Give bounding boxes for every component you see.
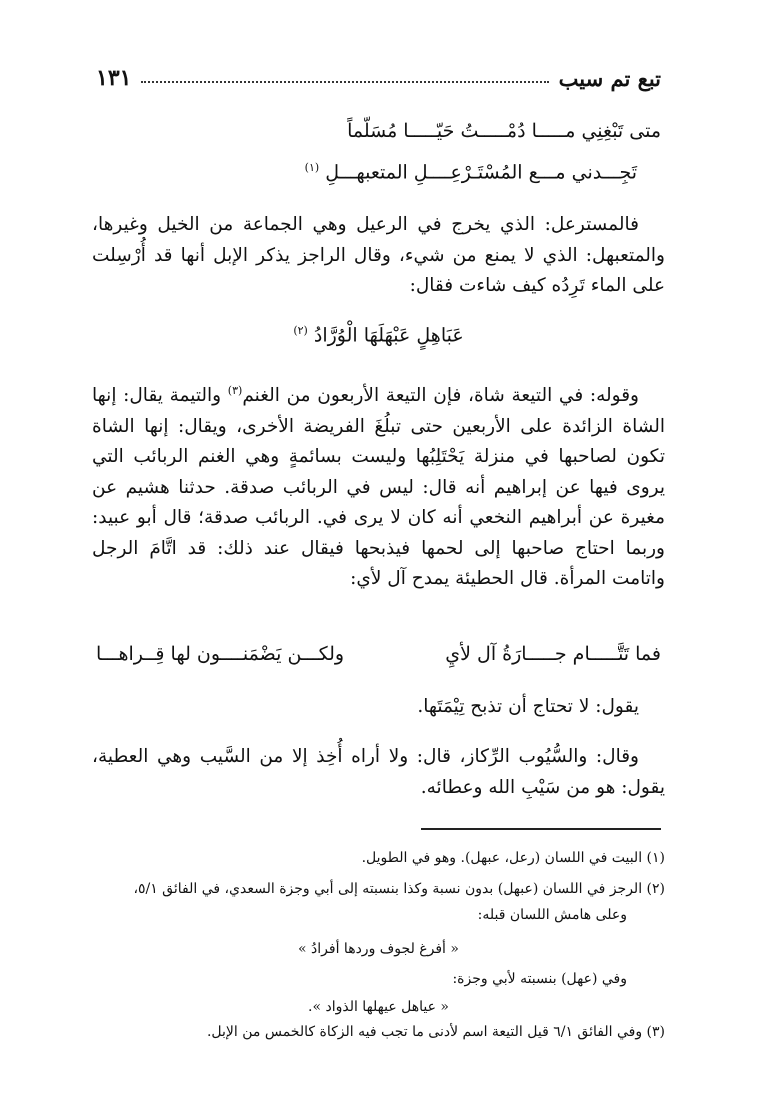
paragraph-2-text-a: وقوله: في التيعة شاة، فإن التيعة الأربعون من الغنم	[242, 385, 639, 407]
verse-3-left-hemistich: ولكـــن يَضْمَنــــون لها قِــراهـــا	[96, 643, 345, 665]
paragraph-4-text: وقال: والسُّيُوب الرِّكاز، قال: ولا أراه أُخِذ إلا من السَّيب وهي العطية، يقول: هو من سَيْبِ الله وعطائه.	[92, 746, 665, 798]
footnote-2-line-3: وفي (عهل) بنسبته لأبي وجزة:	[452, 971, 627, 987]
footnote-2-quote-2: « عياهل عيهلها الذواد ».	[308, 999, 449, 1015]
footnote-ref-3: (٣)	[227, 384, 243, 397]
footnote-2-line-2: وعلى هامش اللسان قبله:	[477, 907, 627, 923]
paragraph-1-text: فالمسترعل: الذي يخرج في الرعيل وهي الجماعة من الخيل وغيرها، والمتعبهل: الذي لا يمنع من شيء، وقال الراجز يذكر الإبل أنها قد أُرْسِلت على الماء تَرِدُه كيف شاءت فقال:	[92, 214, 665, 296]
footnote-separator	[421, 828, 661, 830]
verse-2-text: عَبَاهِلٍ عَبْهَلَهَا الْوُرَّادُ	[313, 324, 464, 347]
footnote-2-quote-1: « أفرغ لجوف وردها أفرادُ »	[298, 941, 459, 957]
paragraph-4	[92, 742, 665, 803]
paragraph-2	[92, 376, 665, 595]
paragraph-3	[92, 692, 665, 723]
verse-3-right-hemistich: فما تَتَّـــــام جـــــارَةُ آل لأيِ	[445, 643, 661, 665]
verse-1-line-1-text: متى تَبْغِنِي مـــــا دُمْـــــتُ حَيّـــــا مُسَلّماً	[347, 120, 661, 142]
verse-1-line-1	[96, 120, 661, 142]
verse-1-line-2-text: تَجِـــدني مـــع المُسْتَـرْعِــــلِ المتعبهـــلِ	[325, 161, 637, 184]
footnote-ref-1: (١)	[304, 161, 320, 174]
footnote-2-line-1: (٢) الرجز في اللسان (عبهل) بدون نسبة وكذا بنسبته إلى أبي وجزة السعدي، في الفائق ٥/١،	[133, 881, 665, 897]
paragraph-2-text-b: والتيمة يقال: إنها الشاة الزائدة على الأربعين حتى تبلُغَ الفريضة الأخرى، ويقال: إنها الشاة تكون لصاحبها في منزلة يَحْتَلِبُها وليست بسائمةٍ وهي الغنم الربائب التي يروى فيها عن إبراهيم أنه قال: ليس في الربائب صدقة. حدثنا هشيم عن مغيرة عن أبراهيم النخعي أنه كان لا يرى في. الربائب صدقة؛ قال أبو عبيد: وربما احتاج صاحبها إلى لحمها فيذبحها فيقال عند ذلك: قد اتَّامَ الرجل واتامت المرأة. قال الحطيئة يمدح آل لأي:	[92, 385, 665, 590]
header-title: تبع تم سيب	[558, 65, 661, 91]
footnote-1: (١) البيت في اللسان (رعل، عبهل). وهو في الطويل.	[361, 850, 665, 866]
paragraph-3-text: يقول: لا تحتاج أن تذبح تِيْمَتَها.	[417, 696, 639, 717]
verse-1-line-2	[96, 161, 661, 183]
verse-3	[96, 643, 661, 665]
running-header	[96, 58, 661, 98]
page-number: ١٣١	[96, 65, 132, 91]
footnote-ref-2: (٢)	[293, 324, 308, 337]
paragraph-1	[92, 210, 665, 302]
verse-2	[96, 324, 661, 346]
header-dotted-rule	[141, 81, 548, 83]
footnote-3: (٣) وفي الفائق ٦/١ قيل التيعة اسم لأدنى ما تجب فيه الزكاة كالخمس من الإبل.	[206, 1024, 665, 1040]
